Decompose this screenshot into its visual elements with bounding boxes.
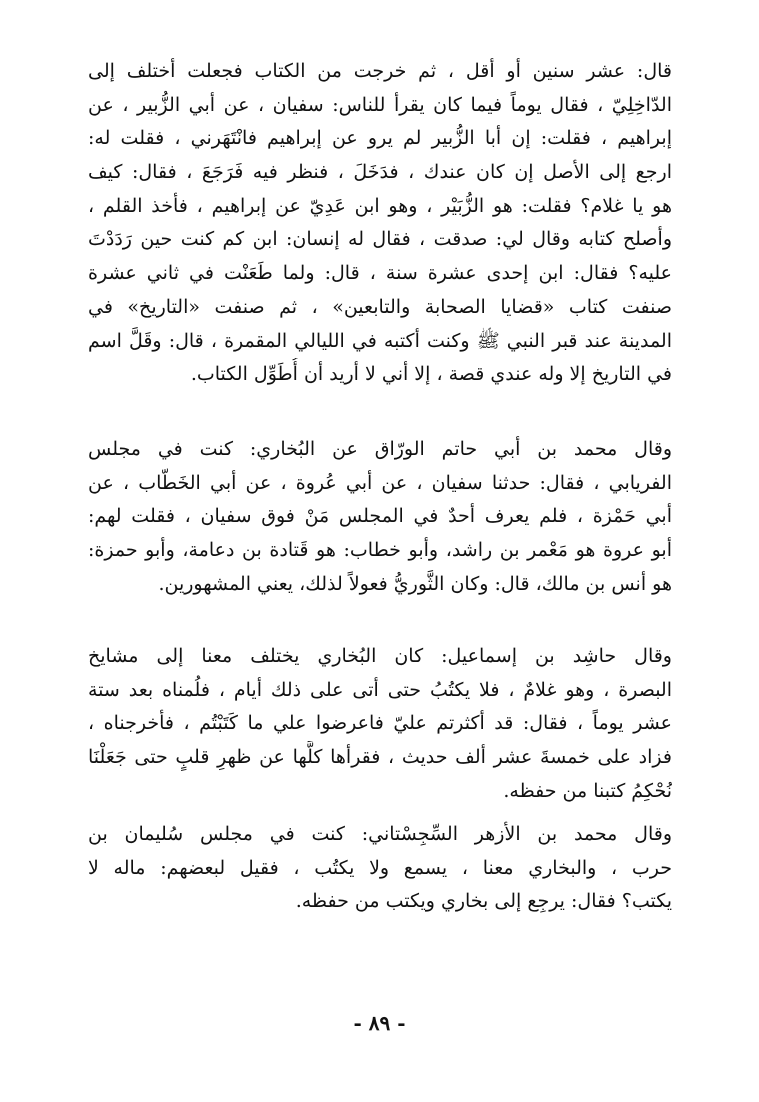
text-line: هو أنس بن مالك، قال: وكان الثَّوريُّ فعولاً لذلك، يعني المشهورين. bbox=[158, 572, 672, 595]
text-line: وقال محمد بن أبي حاتم الورّاق عن البُخاري: كنت في مجلس bbox=[88, 438, 672, 460]
text-line: وقال حاشِد بن إسماعيل: كان البُخاري يختلف معنا إلى مشايخ bbox=[88, 645, 672, 667]
paragraph-4 bbox=[88, 818, 672, 919]
page-number: - ٨٩ - bbox=[353, 1011, 406, 1035]
text-line: وقال محمد بن الأزهر السِّجِسْتاني: كنت في مجلس سُليمان بن bbox=[88, 823, 672, 845]
text-line: المدينة عند قبر النبي ﷺ وكنت أكتبه في الليالي المقمرة ، قال: وقَلَّ اسم bbox=[88, 329, 672, 352]
text-line: حرب ، والبخاري معنا ، يسمع ولا يكتُب ، فقيل لبعضهم: ماله لا bbox=[88, 856, 672, 879]
text-line: في التاريخ إلا وله عندي قصة ، إلا أني لا أريد أن أُطَوِّل الكتاب. bbox=[190, 363, 672, 386]
text-line: وأصلح كتابه وقال لي: صدقت ، فقال له إنسان: ابن كم كنت حين رَدَدْتَ bbox=[88, 228, 672, 251]
paragraph-3 bbox=[88, 640, 672, 808]
text-line: صنفت كتاب «قضايا الصحابة والتابعين» ، ثم صنفت «التاريخ» في bbox=[88, 295, 672, 318]
text-line: الدّاخِلِيّ ، فقال يوماً فيما كان يقرأ للناس: سفيان ، عن أبي الزُّبير ، عن bbox=[88, 93, 672, 116]
text-line: نُحْكِمُ كتبنا من حفظه. bbox=[503, 779, 672, 802]
text-line: إبراهيم ، فقلت: إن أبا الزُّبير لم يرو عن إبراهيم فانْتَهَرني ، فقلت له: bbox=[88, 127, 672, 150]
paragraph-2 bbox=[88, 433, 672, 601]
text-line: قال: عشر سنين أو أقل ، ثم خرجت من الكتاب فجعلت أختلف إلى bbox=[88, 60, 672, 82]
text-line: الفريابي ، فقال: حدثنا سفيان ، عن أبي عُروة ، عن أبي الخَطّاب ، عن bbox=[88, 471, 672, 494]
text-line: يكتب؟ فقال: يرجِع إلى بخاري ويكتب من حفظه. bbox=[295, 890, 672, 913]
text-line: أبو عروة هو مَعْمر بن راشد، وأبو خطاب: هو قَتادة بن دعامة، وأبو حمزة: bbox=[88, 539, 672, 562]
text-line: فزاد على خمسةَ عشر ألف حديث ، فقرأها كلَّها عن ظهرِ قلبٍ حتى جَعَلْنَا bbox=[88, 746, 672, 769]
text-line: ارجع إلى الأصل إن كان عندك ، فدَخَلَ ، فنظر فيه فَرَجَعَ ، فقال: كيف bbox=[88, 161, 672, 184]
text-line: عليه؟ فقال: ابن إحدى عشرة سنة ، قال: ولما طَعَنْت في ثاني عشرة bbox=[88, 262, 672, 285]
text-line: عشر يوماً ، فقال: قد أكثرتم عليّ فاعرضوا علي ما كَتَبْتُم ، فأخرجناه ، bbox=[88, 712, 672, 735]
text-line: هو يا غلام؟ فقلت: هو الزُّبَيْر ، وهو ابن عَدِيّ عن إبراهيم ، فأخذ القلم ، bbox=[88, 194, 672, 217]
text-line: أبي حَمْزة ، فلم يعرف أحدٌ في المجلس مَنْ فوق سفيان ، فقلت لهم: bbox=[88, 505, 672, 528]
text-line: البصرة ، وهو غلامٌ ، فلا يكتُبُ حتى أتى على ذلك أيام ، فلُمناه بعد ستة bbox=[88, 678, 672, 701]
paragraph-1 bbox=[88, 55, 672, 392]
